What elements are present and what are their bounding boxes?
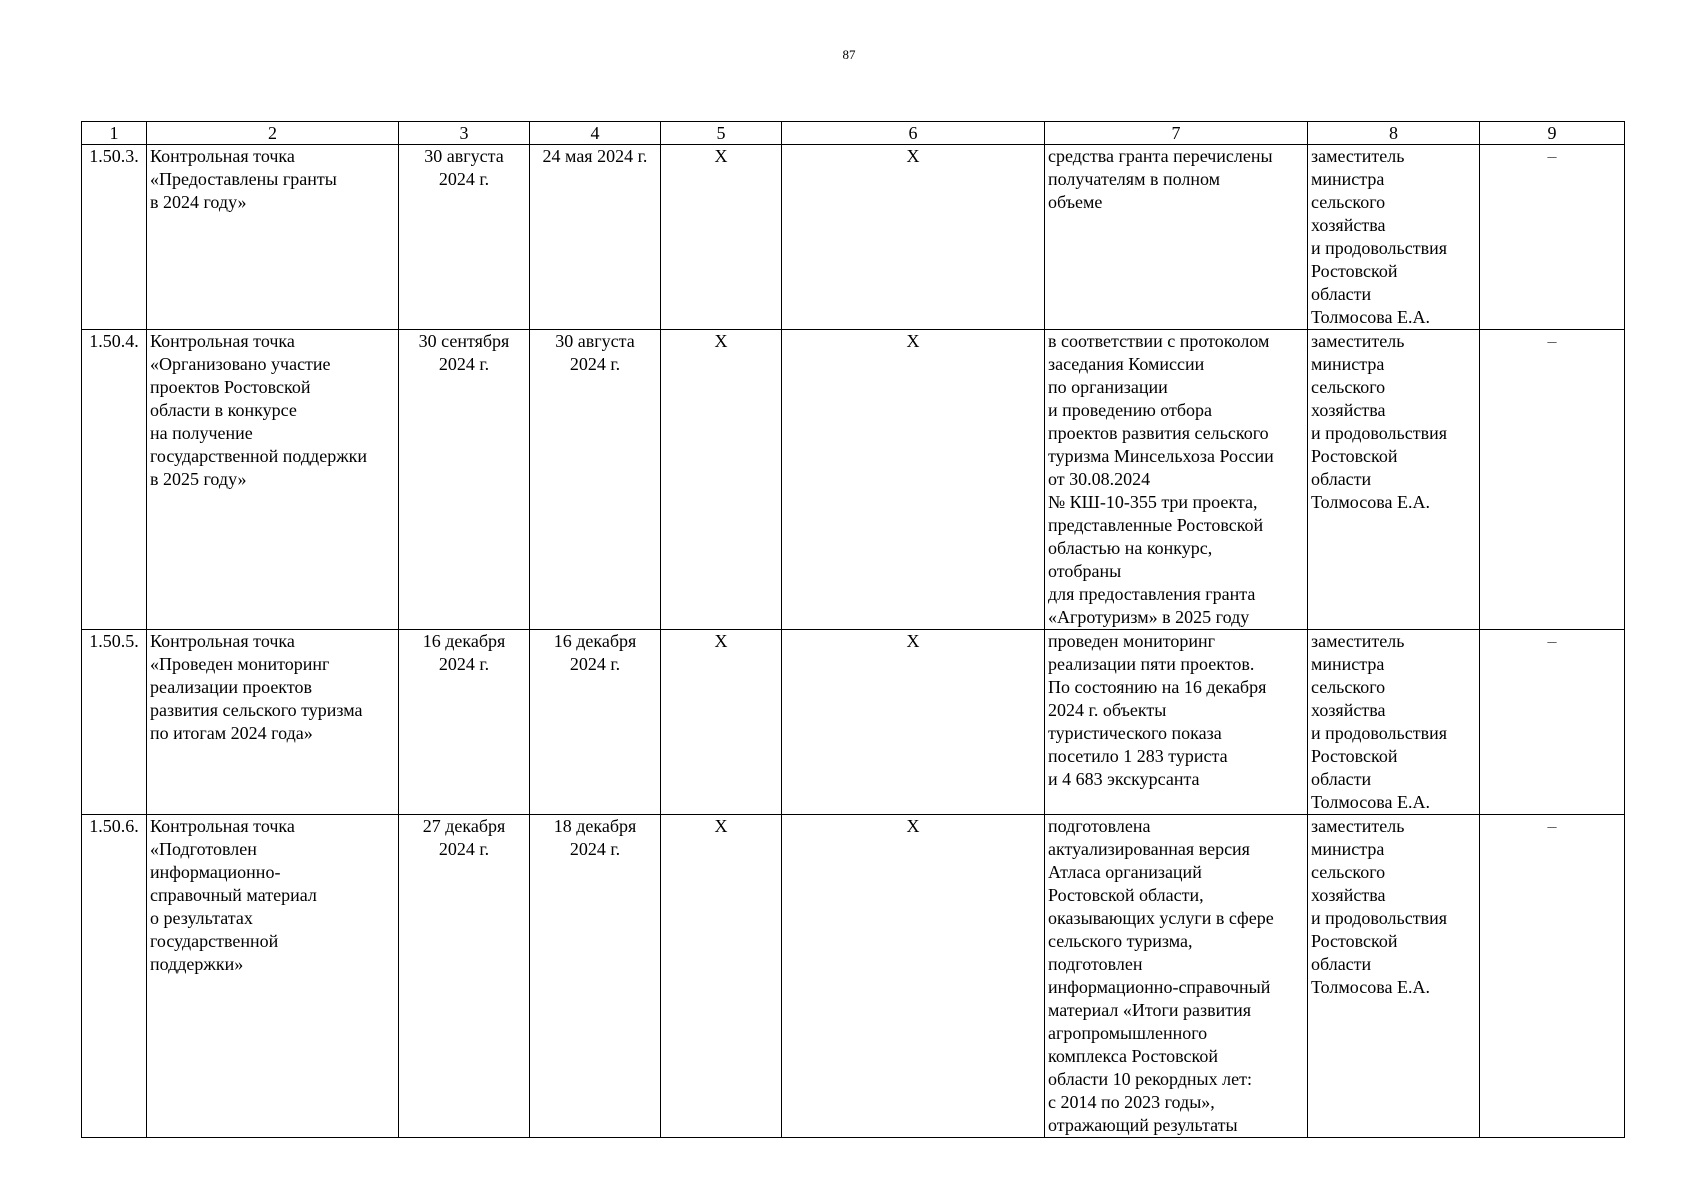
result-text: средства гранта перечислены получателям в полном объеме	[1045, 145, 1308, 330]
col5-mark: X	[661, 330, 782, 630]
col5-mark: X	[661, 630, 782, 815]
header-col-1: 1	[82, 122, 147, 145]
row-number: 1.50.5.	[82, 630, 147, 815]
table-header-row	[82, 122, 1625, 145]
fact-date: 16 декабря 2024 г.	[530, 630, 661, 815]
control-point-name: Контрольная точка «Подготовлен информационно- справочный материал о результатах государственной поддержки»	[147, 815, 399, 1138]
responsible-person: заместитель министра сельского хозяйства и продовольствия Ростовской области Толмосова Е.А.	[1308, 815, 1480, 1138]
plan-date: 30 августа 2024 г.	[399, 145, 530, 330]
row-number: 1.50.4.	[82, 330, 147, 630]
result-text: подготовлена актуализированная версия Атласа организаций Ростовской области, оказывающих услуги в сфере сельского туризма, подготовлен информационно-справочный материал «Итоги развития агропромышленного комплекса Ростовской области 10 рекордных лет: с 2014 по 2023 годы», отражающий результаты	[1045, 815, 1308, 1138]
row-number: 1.50.3.	[82, 145, 147, 330]
plan-date: 16 декабря 2024 г.	[399, 630, 530, 815]
col6-mark: X	[782, 815, 1045, 1138]
page-number: 87	[842, 47, 856, 62]
header-col-6: 6	[782, 122, 1045, 145]
responsible-person: заместитель министра сельского хозяйства и продовольствия Ростовской области Толмосова Е.А.	[1308, 330, 1480, 630]
plan-date: 27 декабря 2024 г.	[399, 815, 530, 1138]
col9-note: –	[1480, 145, 1625, 330]
table-row	[82, 330, 1625, 630]
col6-mark: X	[782, 330, 1045, 630]
table-row	[82, 145, 1625, 330]
col9-note: –	[1480, 330, 1625, 630]
fact-date: 30 августа 2024 г.	[530, 330, 661, 630]
header-col-5: 5	[661, 122, 782, 145]
table-row	[82, 630, 1625, 815]
control-point-name: Контрольная точка «Организовано участие проектов Ростовской области в конкурсе на получение государственной поддержки в 2025 году»	[147, 330, 399, 630]
header-col-8: 8	[1308, 122, 1480, 145]
header-col-3: 3	[399, 122, 530, 145]
control-point-name: Контрольная точка «Предоставлены гранты в 2024 году»	[147, 145, 399, 330]
responsible-person: заместитель министра сельского хозяйства и продовольствия Ростовской области Толмосова Е.А.	[1308, 145, 1480, 330]
fact-date: 24 мая 2024 г.	[530, 145, 661, 330]
fact-date: 18 декабря 2024 г.	[530, 815, 661, 1138]
plan-date: 30 сентября 2024 г.	[399, 330, 530, 630]
responsible-person: заместитель министра сельского хозяйства и продовольствия Ростовской области Толмосова Е.А.	[1308, 630, 1480, 815]
control-point-name: Контрольная точка «Проведен мониторинг реализации проектов развития сельского туризма по итогам 2024 года»	[147, 630, 399, 815]
result-text: в соответствии с протоколом заседания Комиссии по организации и проведению отбора проектов развития сельского туризма Минсельхоза России от 30.08.2024 № КШ-10-355 три проекта, представленные Ростовской областью на конкурс, отобраны для предоставления гранта «Агротуризм» в 2025 году	[1045, 330, 1308, 630]
result-text: проведен мониторинг реализации пяти проектов. По состоянию на 16 декабря 2024 г. объекты туристического показа посетило 1 283 туриста и 4 683 экскурсанта	[1045, 630, 1308, 815]
table-row	[82, 815, 1625, 1138]
row-number: 1.50.6.	[82, 815, 147, 1138]
header-col-4: 4	[530, 122, 661, 145]
header-col-9: 9	[1480, 122, 1625, 145]
header-col-7: 7	[1045, 122, 1308, 145]
col5-mark: X	[661, 815, 782, 1138]
col9-note: –	[1480, 630, 1625, 815]
col9-note: –	[1480, 815, 1625, 1138]
control-points-table	[81, 121, 1625, 1138]
col6-mark: X	[782, 630, 1045, 815]
col6-mark: X	[782, 145, 1045, 330]
header-col-2: 2	[147, 122, 399, 145]
col5-mark: X	[661, 145, 782, 330]
